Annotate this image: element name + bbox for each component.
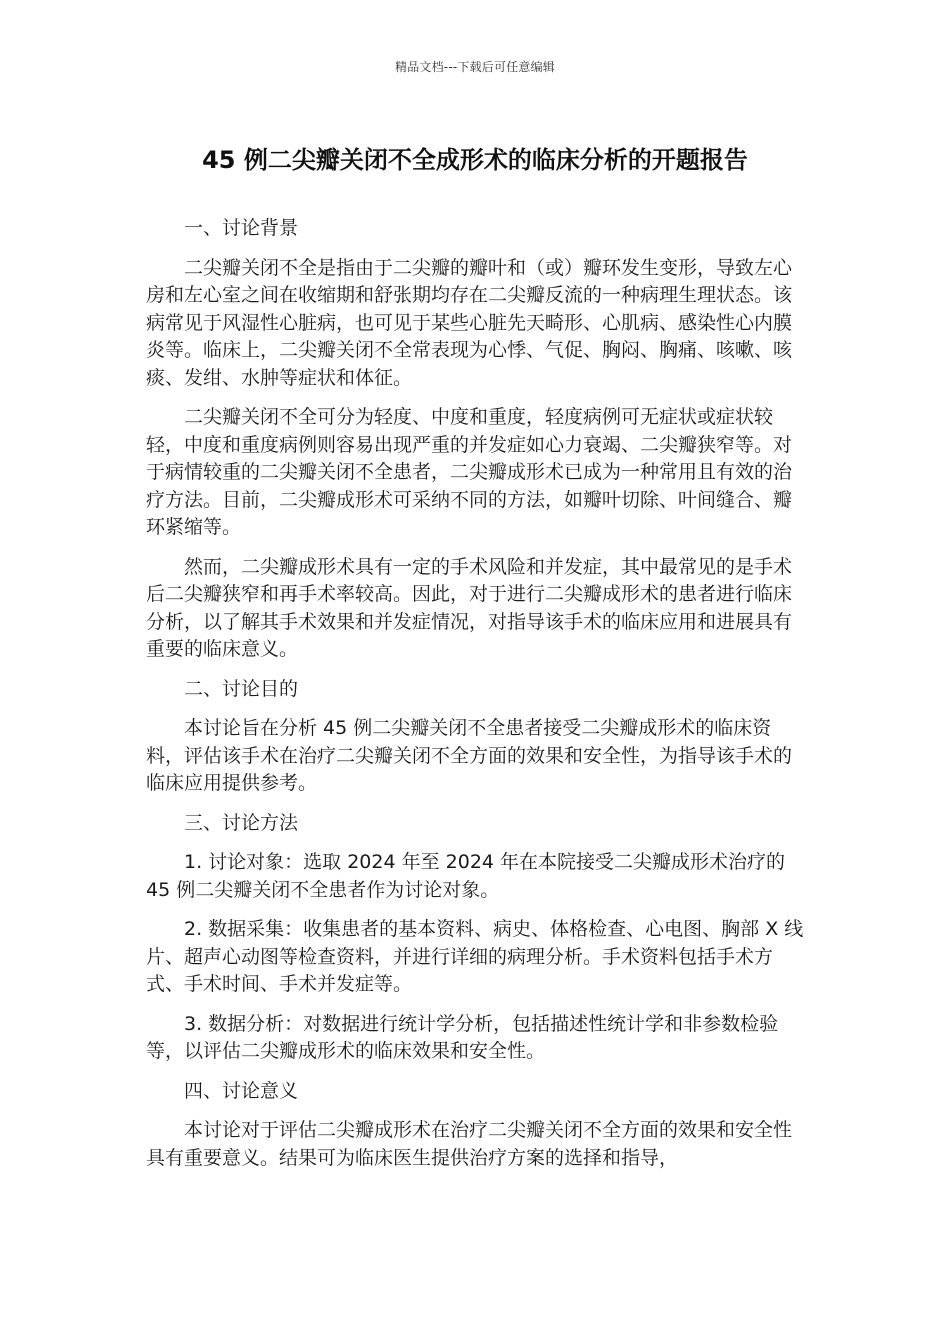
section-heading-background: 一、讨论背景 xyxy=(184,217,299,239)
paragraph-method-data-analysis: 3. 数据分析：对数据进行统计学分析，包括描述性统计学和非参数检验等，以评估二尖瓣成形术的临床效果和安全性。 xyxy=(146,1012,779,1062)
paragraph-background-2: 二尖瓣关闭不全可分为轻度、中度和重度，轻度病例可无症状或症状较轻，中度和重度病例则容易出现严重的并发症如心力衰竭、二尖瓣狭窄等。对于病情较重的二尖瓣关闭不全患者，二尖瓣成形术已成为一种常用且有效的治疗方法。目前，二尖瓣成形术可采纳不同的方法，如瓣叶切除、叶间缝合、瓣环紧缩等。 xyxy=(146,406,793,538)
paragraph-method-subjects: 1. 讨论对象：选取 2024 年至 2024 年在本院接受二尖瓣成形术治疗的 45 例二尖瓣关闭不全患者作为讨论对象。 xyxy=(146,851,786,901)
paragraph-background-3: 然而，二尖瓣成形术具有一定的手术风险和并发症，其中最常见的是手术后二尖瓣狭窄和再手术率较高。因此，对于进行二尖瓣成形术的患者进行临床分析，以了解其手术效果和并发症情况，对指导该手术的临床应用和进展具有重要的临床意义。 xyxy=(146,555,793,660)
paragraph-method-data-collection: 2. 数据采集：收集患者的基本资料、病史、体格检查、心电图、胸部 X 线片、超声心动图等检查资料，并进行详细的病理分析。手术资料包括手术方式、手术时间、手术并发症等。 xyxy=(146,918,804,995)
section-heading-purpose: 二、讨论目的 xyxy=(184,677,299,700)
page-header: 精品文档---下载后可任意编辑 xyxy=(395,60,555,74)
paragraph-significance: 本讨论对于评估二尖瓣成形术在治疗二尖瓣关闭不全方面的效果和安全性具有重要意义。结果可为临床医生提供治疗方案的选择和指导， xyxy=(146,1119,793,1169)
document-title: 45 例二尖瓣关闭不全成形术的临床分析的开题报告 xyxy=(202,146,748,174)
paragraph-background-1: 二尖瓣关闭不全是指由于二尖瓣的瓣叶和（或）瓣环发生变形，导致左心房和左心室之间在收缩期和舒张期均存在二尖瓣反流的一种病理生理状态。该病常见于风湿性心脏病，也可见于某些心脏先天畸形、心肌病、感染性心内膜炎等。临床上，二尖瓣关闭不全常表现为心悸、气促、胸闷、胸痛、咳嗽、咳痰、发绀、水肿等症状和体征。 xyxy=(146,256,793,389)
document-body xyxy=(146,215,806,1184)
section-heading-methods: 三、讨论方法 xyxy=(184,811,299,834)
paragraph-purpose: 本讨论旨在分析 45 例二尖瓣关闭不全患者接受二尖瓣成形术的临床资料，评估该手术在治疗二尖瓣关闭不全方面的效果和安全性，为指导该手术的临床应用提供参考。 xyxy=(146,717,793,794)
section-heading-significance: 四、讨论意义 xyxy=(184,1079,299,1102)
